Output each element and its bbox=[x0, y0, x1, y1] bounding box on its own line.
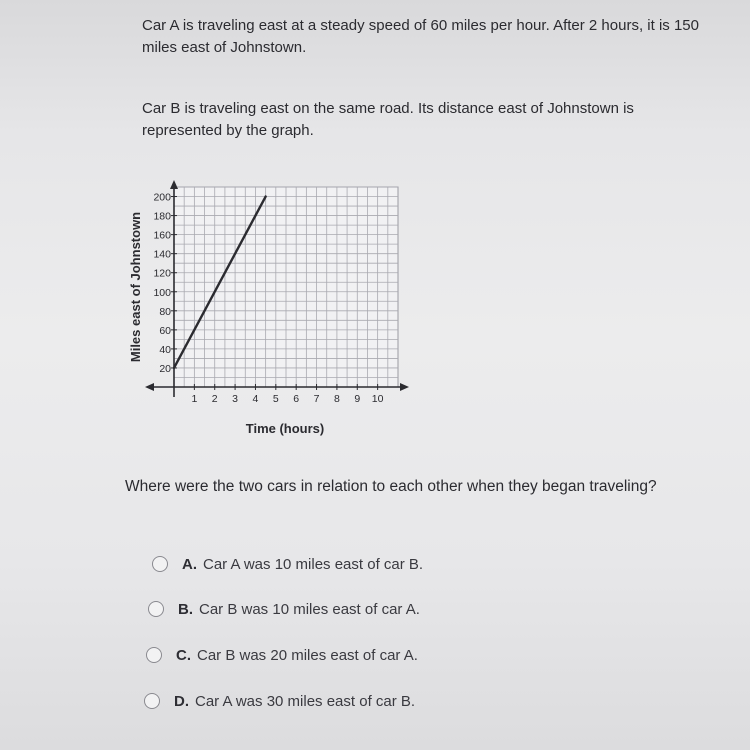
y-tick-label: 180 bbox=[153, 210, 171, 223]
choice-letter-b: B. bbox=[178, 600, 193, 618]
x-axis-label: Time (hours) bbox=[245, 421, 325, 436]
y-tick-label: 200 bbox=[153, 191, 171, 204]
x-tick-label: 8 bbox=[333, 393, 340, 405]
x-tick-label: 7 bbox=[313, 393, 320, 405]
choice-letter-c: C. bbox=[176, 646, 191, 664]
x-tick-label: 4 bbox=[252, 393, 259, 405]
choice-letter-a: A. bbox=[182, 555, 197, 573]
x-tick-label: 2 bbox=[211, 393, 218, 405]
choice-letter-d: D. bbox=[174, 692, 189, 710]
x-tick-label: 5 bbox=[272, 393, 279, 405]
radio-button-b[interactable] bbox=[148, 601, 164, 617]
x-axis-arrow-left bbox=[145, 383, 154, 391]
y-tick-label: 160 bbox=[153, 229, 171, 242]
answer-choice-b[interactable] bbox=[148, 597, 420, 621]
x-tick-label: 10 bbox=[371, 393, 384, 405]
y-tick-label: 40 bbox=[159, 343, 171, 356]
answer-choice-d[interactable] bbox=[144, 689, 415, 713]
y-tick-label: 100 bbox=[153, 286, 171, 299]
question-text: Where were the two cars in relation to each other when they began traveling? bbox=[125, 478, 657, 495]
choice-text-a: Car A was 10 miles east of car B. bbox=[203, 555, 424, 573]
choice-text-c: Car B was 20 miles east of car A. bbox=[197, 646, 418, 664]
radio-button-d[interactable] bbox=[144, 693, 160, 709]
answer-choice-c[interactable] bbox=[146, 643, 418, 667]
y-tick-label: 120 bbox=[153, 267, 171, 280]
answer-choice-a[interactable] bbox=[152, 552, 423, 576]
x-tick-label: 6 bbox=[293, 393, 300, 405]
x-tick-label: 3 bbox=[232, 393, 239, 405]
distance-time-chart bbox=[120, 175, 420, 445]
y-axis-arrow bbox=[170, 180, 178, 189]
radio-button-c[interactable] bbox=[146, 647, 162, 663]
y-axis-label: Miles east of Johnstown bbox=[128, 211, 143, 363]
choice-text-b: Car B was 10 miles east of car A. bbox=[199, 600, 420, 618]
radio-button-a[interactable] bbox=[152, 556, 168, 572]
chart-grid bbox=[174, 187, 398, 387]
y-tick-label: 60 bbox=[159, 324, 171, 337]
problem-paragraph-car-b: Car B is traveling east on the same road. Its distance east of Johnstown is represented by the graph. bbox=[142, 100, 634, 139]
y-tick-label: 80 bbox=[159, 305, 171, 318]
choice-text-d: Car A was 30 miles east of car B. bbox=[195, 692, 416, 710]
y-tick-label: 20 bbox=[159, 362, 171, 375]
x-tick-label: 9 bbox=[354, 393, 361, 405]
x-tick-label: 1 bbox=[191, 393, 198, 405]
x-axis-arrow bbox=[400, 383, 409, 391]
problem-paragraph-car-a: Car A is traveling east at a steady speed of 60 miles per hour. After 2 hours, it is 150 miles east of Johnstown. bbox=[142, 17, 699, 56]
y-tick-label: 140 bbox=[153, 248, 171, 261]
